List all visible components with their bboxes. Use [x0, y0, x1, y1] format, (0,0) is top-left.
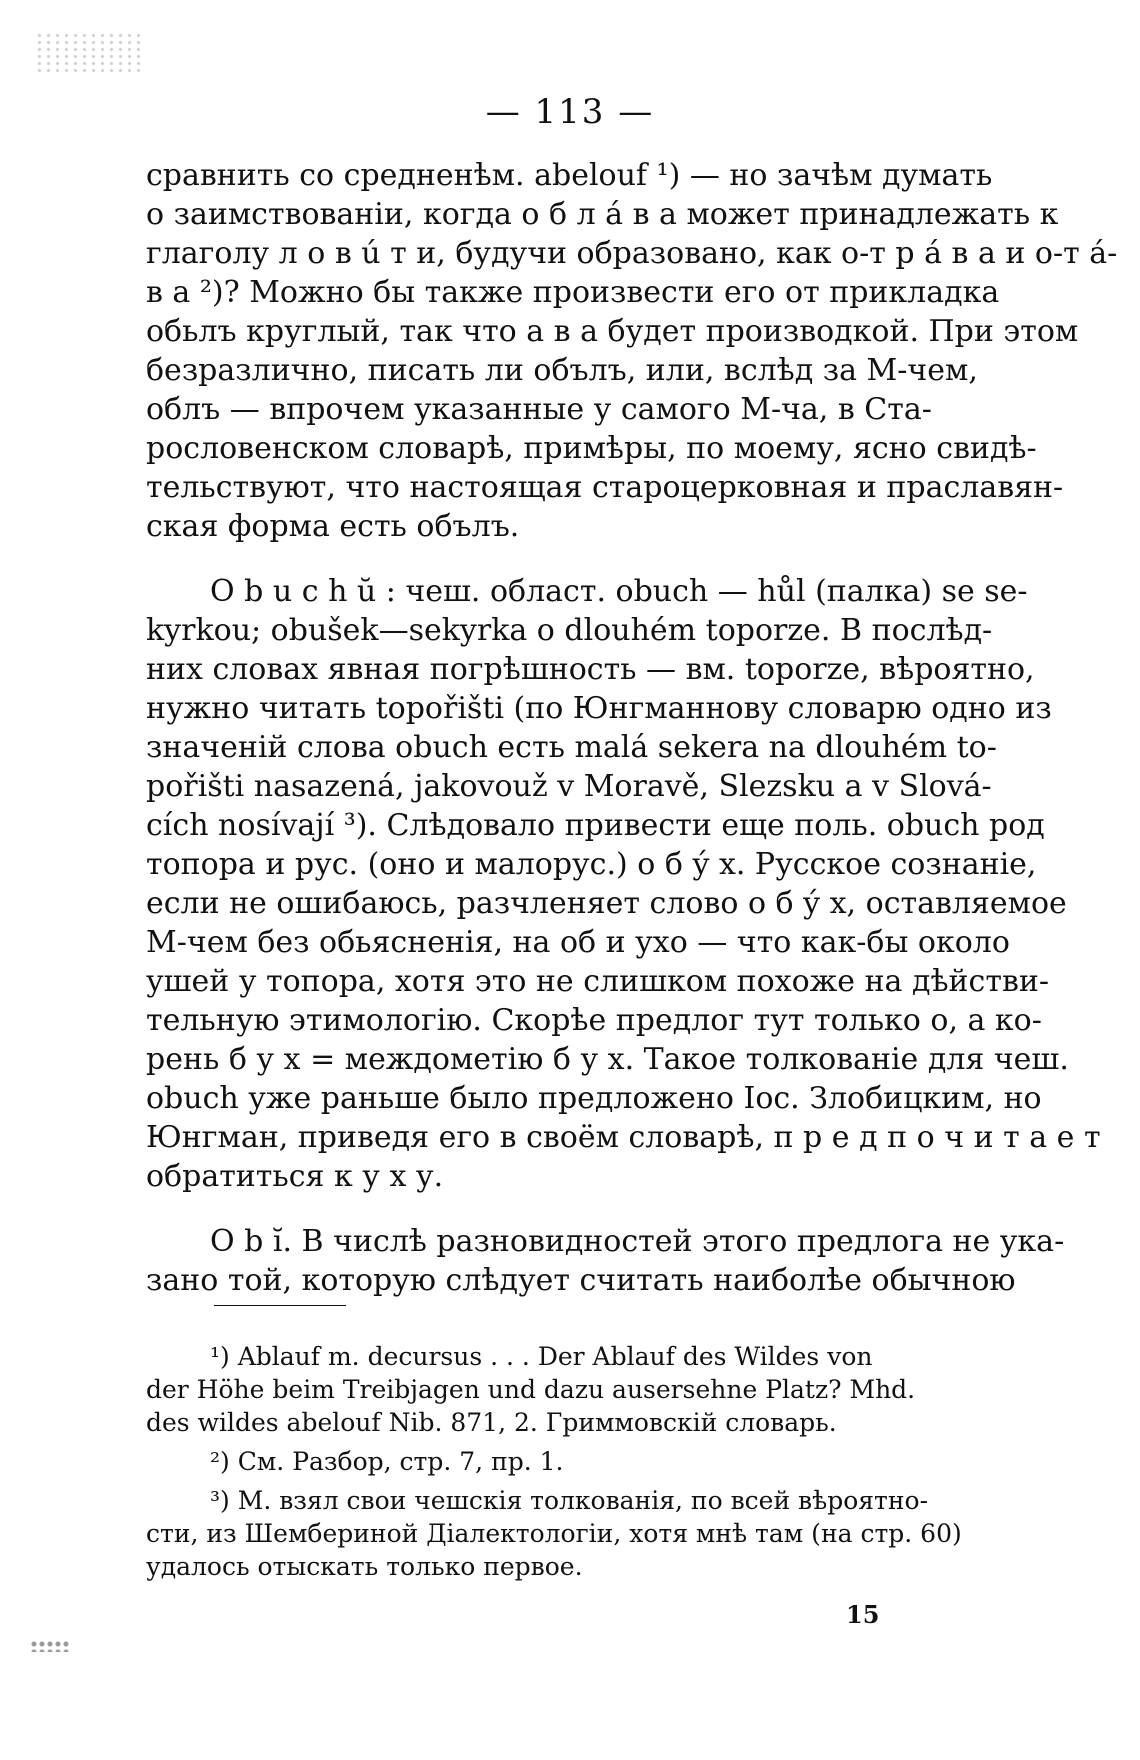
text-line: pořišti nasazená, jakovouž v Moravě, Slezsku a v Slová- — [146, 769, 992, 804]
text-line: нужно читать topořišti (по Юнгманнову словарю одно из — [146, 691, 1052, 726]
text-line: обьлъ круглый, так что а в а будет производкой. При этом — [146, 314, 1079, 349]
text-line: Юнгман, приведя его в своём словарѣ, п р е д п о ч и т а е т — [146, 1120, 1101, 1155]
text-line: рень б у х = междометію б у х. Такое толкованіе для чеш. — [146, 1042, 1069, 1077]
main-text — [146, 156, 1118, 1300]
text-line: облъ — впрочем указанные у самого М-ча, в Ста- — [146, 392, 932, 427]
text-line: O b ĭ. В числѣ разновидностей этого предлога не ука- — [210, 1224, 1065, 1259]
paragraph-gap — [146, 1196, 936, 1222]
text-line: тельствуют, что настоящая староцерковная и праславян- — [146, 470, 1064, 505]
page-number-header: — 113 — — [485, 92, 655, 132]
text-line: obuch уже раньше было предложено Іос. Злобицким, но — [146, 1081, 1042, 1116]
footnote-line: des wildes abelouf Nib. 871, 2. Гриммовскій словарь. — [146, 1408, 837, 1437]
text-line: безразлично, писать ли обълъ, или, вслѣд за М-чем, — [146, 353, 978, 388]
footnote-line: ¹) Ablauf m. decursus . . . Der Ablauf des Wildes von — [210, 1342, 873, 1371]
text-line: cích nosívají ³). Слѣдовало привести еще поль. obuch род — [146, 808, 1045, 843]
text-line: O b u c h ŭ : чеш. област. obuch — hůl (палка) se se- — [210, 574, 1028, 609]
printer-signature: 15 — [846, 1600, 880, 1629]
text-line: kyrkou; obušek—sekyrka o dlouhém toporze. В послѣд- — [146, 613, 993, 648]
footnote-line: удалось отыскать только первое. — [146, 1552, 583, 1581]
text-line: зано той, которую слѣдует считать наиболѣе обычною — [146, 1263, 1016, 1298]
paragraph-gap — [146, 546, 936, 572]
text-line: если не ошибаюсь, разчленяет слово о б ý х, оставляемое — [146, 886, 1067, 921]
text-line: ушей у топора, хотя это не слишком похоже на дѣйстви- — [146, 964, 1049, 999]
text-line: них словах явная погрѣшность — вм. toporze, вѣроятно, — [146, 652, 1035, 687]
text-line: рословенском словарѣ, примѣры, по моему, ясно свидѣ- — [146, 431, 1037, 466]
text-line: топора и рус. (оно и малорус.) о б ý х. Русское сознаніе, — [146, 847, 1037, 882]
text-line: сравнить со средненѣм. abelouf ¹) — но зачѣм думать — [146, 158, 993, 193]
text-line: ская форма есть обълъ. — [146, 509, 520, 544]
footnote-line: der Höhe beim Treibjagen und dazu ausersehne Platz? Mhd. — [146, 1375, 916, 1404]
text-line: тельную этимологію. Скорѣе предлог тут только о, а ко- — [146, 1003, 1042, 1038]
footnote-line: ²) См. Разбор, стр. 7, пр. 1. — [210, 1447, 564, 1476]
footnote-divider — [214, 1305, 346, 1306]
footnote-line: ³) М. взял свои чешскія толкованія, по всей вѣроятно- — [210, 1486, 929, 1515]
text-line: значеній слова obuch есть malá sekera na dlouhém to- — [146, 730, 997, 765]
text-line: М-чем без обьясненія, на об и ухо — что как-бы около — [146, 925, 1010, 960]
page-smudge — [35, 32, 145, 72]
text-line: обратиться к у х у. — [146, 1159, 444, 1194]
text-line: глаголу л о в ú т и, будучи образовано, как о-т р á в а и о-т á- — [146, 236, 1118, 271]
footnote-line: сти, из Шембериной Діалектологіи, хотя мнѣ там (на стр. 60) — [146, 1519, 962, 1548]
text-line: в а ²)? Можно бы также произвести его от прикладка — [146, 275, 1000, 310]
footnotes — [146, 1340, 962, 1583]
page-smudge — [30, 1640, 70, 1652]
text-line: о заимствованіи, когда о б л á в а может принадлежать к — [146, 197, 1059, 232]
